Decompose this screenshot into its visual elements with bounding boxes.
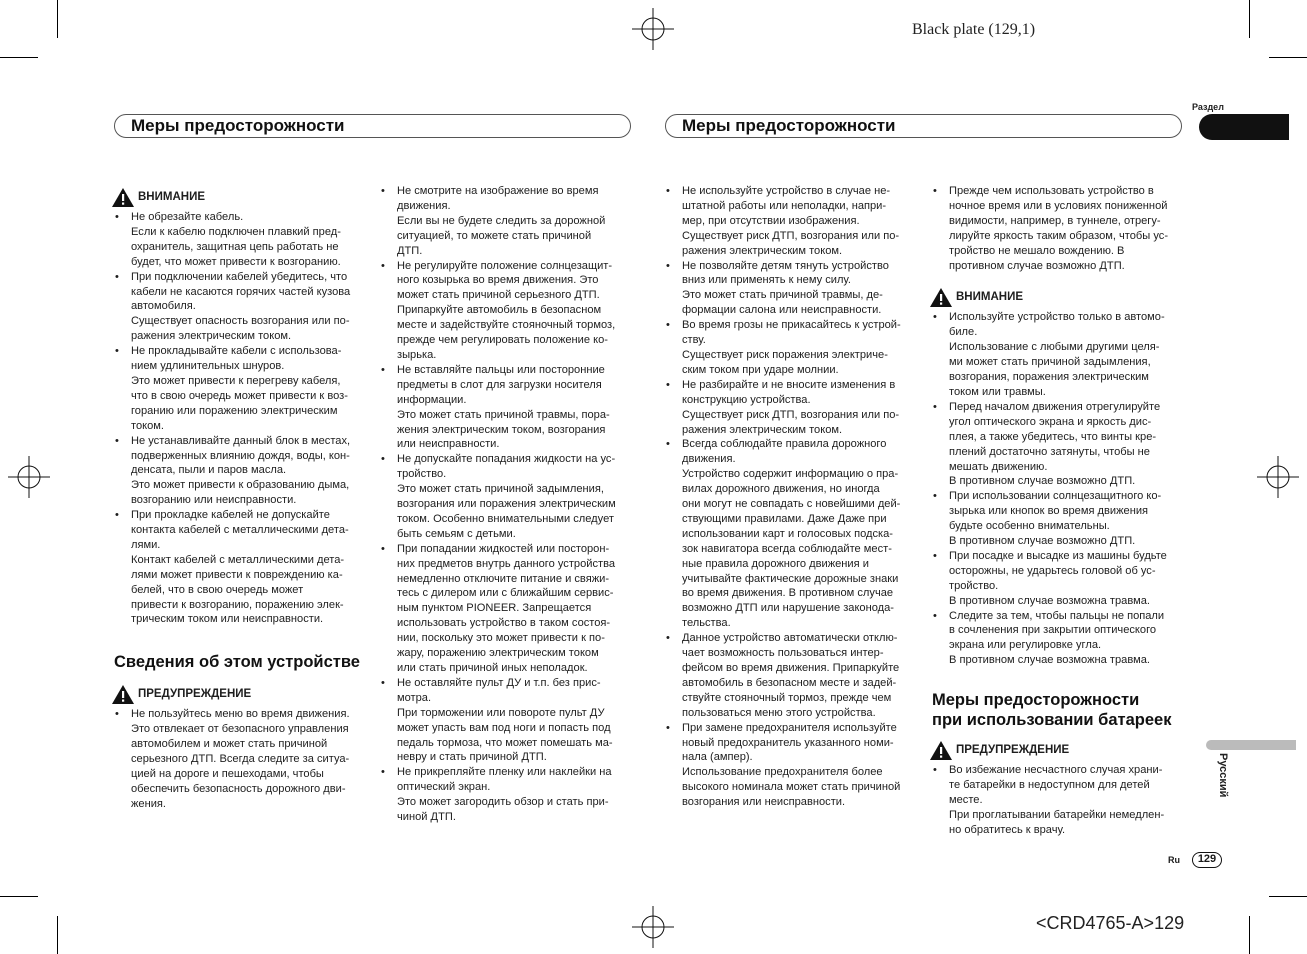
- document-code: <CRD4765-A>129: [1036, 913, 1185, 933]
- column-2: [380, 184, 635, 825]
- list-item-line: в сочленения при закрытии оптического: [949, 624, 1157, 637]
- list-item-line: тройство.: [397, 468, 447, 481]
- right-page-title: Меры предосторожности: [682, 116, 896, 135]
- list-item-line: Использование с любыми другими целя-: [949, 341, 1160, 354]
- list-item: [114, 210, 369, 270]
- list-item-line: подверженных влиянию дождя, воды, кон-: [131, 449, 350, 462]
- list-item-line: возможно ДТП или нарушение законода-: [682, 602, 894, 615]
- list-item-line: В противном случае возможно ДТП.: [949, 535, 1136, 548]
- list-item-line: мотра.: [397, 691, 432, 704]
- list-item-line: угол оптического экрана и яркость дис-: [949, 415, 1152, 428]
- list-item-line: тельства.: [682, 617, 731, 630]
- list-item-line: месте и задействуйте стояночный тормоз,: [397, 319, 616, 332]
- list-item: [114, 434, 369, 509]
- column-1: [114, 187, 369, 812]
- list-item-line: ного козырька во время движения. Это: [397, 274, 599, 287]
- list-item-line: привести к возгоранию, поражению элек-: [131, 598, 344, 611]
- caution-label: ВНИМАНИЕ: [138, 191, 206, 204]
- list-item-line: • Не позволяйте детям тянуть устройство: [682, 259, 889, 272]
- warning-triangle-icon: [929, 740, 953, 761]
- caution-label: ВНИМАНИЕ: [956, 291, 1024, 304]
- precautions-list: [380, 184, 635, 825]
- section-title: Сведения об этом устройстве: [114, 653, 360, 672]
- list-item-line: жения.: [131, 797, 167, 810]
- list-item: [932, 310, 1187, 399]
- crop-mark: [1249, 916, 1250, 954]
- section-tab: [1199, 114, 1289, 140]
- list-item-line: Существует риск ДТП, возгорания или по-: [682, 408, 900, 421]
- list-item-line: Это может загородить обзор и стать при-: [397, 796, 609, 809]
- list-item-line: нала (ампер).: [682, 751, 753, 764]
- list-item-line: током. Особенно внимательными следует: [397, 512, 614, 525]
- list-item-line: • При попадании жидкостей или посторон-: [397, 542, 610, 555]
- crop-mark: [0, 896, 38, 897]
- list-item-line: тройство.: [949, 579, 999, 592]
- list-item: [665, 318, 920, 378]
- warning-triangle-icon: [111, 187, 135, 208]
- list-item: [380, 363, 635, 452]
- section-label: Раздел: [1192, 102, 1224, 112]
- precautions-list: [932, 184, 1187, 273]
- warning-heading: [929, 740, 1187, 761]
- list-item-line: ситуацией, то можете стать причиной: [397, 229, 592, 242]
- column-3: [665, 184, 920, 810]
- list-item-line: возгорания или неисправности.: [682, 796, 846, 809]
- page-number: 129: [1192, 852, 1222, 868]
- list-item-line: • Прежде чем использовать устройство в: [949, 185, 1154, 197]
- list-item-line: будьте особенно внимательны.: [949, 520, 1110, 533]
- list-item-line: • Не используйте устройство в случае не-: [682, 185, 891, 197]
- left-page-header: [114, 114, 631, 138]
- list-item-line: • Используйте устройство только в автомо-: [949, 311, 1165, 324]
- list-item-line: ствуйте стояночный тормоз, прежде чем: [682, 691, 892, 704]
- list-item-line: чает возможность пользоваться интер-: [682, 647, 884, 660]
- list-item-line: • Следите за тем, чтобы пальцы не попали: [949, 609, 1165, 622]
- list-item-line: пользоваться меню этого устройства.: [682, 706, 876, 719]
- list-item-line: движения.: [682, 453, 736, 466]
- crop-mark: [0, 57, 38, 58]
- list-item-line: может стать причиной серьезного ДТП.: [397, 289, 600, 302]
- right-page-header: [665, 114, 1182, 138]
- list-item-line: • При подключении кабелей убедитесь, что: [131, 270, 348, 283]
- list-item-line: • При замене предохранителя используйте: [682, 721, 897, 734]
- left-page-title: Меры предосторожности: [131, 116, 345, 135]
- list-item-line: • Не вставляйте пальцы или посторонние: [397, 363, 605, 376]
- list-item-line: Это может стать причиной травмы, де-: [682, 289, 883, 302]
- list-item: [114, 344, 369, 433]
- list-item-line: ражения электрическим током.: [682, 423, 843, 436]
- list-item: [932, 609, 1187, 669]
- list-item-line: • При использовании солнцезащитного ко-: [949, 490, 1162, 503]
- list-item: [380, 676, 635, 765]
- list-item-line: предметы в слот для загрузки носителя: [397, 378, 602, 391]
- list-item-line: жения электрическим током, возгорания: [397, 423, 606, 436]
- list-item: [114, 508, 369, 627]
- warning-list: [114, 707, 369, 811]
- list-item-line: Существует риск поражения электриче-: [682, 348, 888, 361]
- registration-mark-icon: [8, 456, 50, 498]
- list-item-line: немедленно отключите питание и свяжи-: [397, 572, 610, 585]
- list-item-line: невру и стать причиной ДТП.: [397, 751, 547, 764]
- list-item-line: ским током при ударе молнии.: [682, 363, 839, 376]
- list-item-line: В противном случае возможно ДТП.: [949, 475, 1136, 488]
- list-item-line: Припаркуйте автомобиль в безопасном: [397, 304, 602, 317]
- warning-label: ПРЕДУПРЕЖДЕНИЕ: [138, 688, 252, 701]
- list-item-line: штатной работы или неполадки, напри-: [682, 199, 887, 212]
- list-item-line: возгорания, поражения электрическим: [949, 371, 1149, 384]
- list-item-line: • Данное устройство автоматически отклю-: [682, 632, 898, 645]
- list-item-line: трическим током или неисправности.: [131, 613, 324, 626]
- list-item-line: Это может стать причиной травмы, пора-: [397, 408, 610, 421]
- list-item-line: Устройство содержит информацию о пра-: [682, 468, 899, 481]
- list-item-line: вилах дорожного движения, но иногда: [682, 483, 880, 496]
- list-item-line: • Не обрезайте кабель.: [131, 211, 244, 223]
- section-title-line: при использовании батареек: [932, 711, 1172, 730]
- list-item-line: • Всегда соблюдайте правила дорожного: [682, 438, 887, 451]
- list-item: [380, 184, 635, 259]
- list-item-line: плея, а также убедитесь, что винты кре-: [949, 430, 1157, 443]
- list-item-line: • При посадке и высадке из машины будьте: [949, 549, 1167, 562]
- list-item-line: • Не прокладывайте кабели с использова-: [131, 345, 342, 358]
- list-item-line: осторожны, не ударьтесь головой об ус-: [949, 564, 1156, 577]
- list-item-line: током или травмы.: [949, 385, 1046, 398]
- list-item-line: мер, при отсутствии изображения.: [682, 214, 860, 227]
- list-item-line: нии, поскольку это может привести к по-: [397, 632, 605, 645]
- list-item-line: возгорания или поражения электрическим: [397, 498, 616, 511]
- list-item-line: При проглатывании батарейки немедлен-: [949, 808, 1165, 821]
- list-item-line: экрана или регулировке угла.: [949, 639, 1102, 652]
- list-item-line: быть семьям с детьми.: [397, 527, 516, 540]
- list-item-line: ным пунктом PIONEER. Запрещается: [397, 602, 592, 615]
- list-item-line: Это может привести к перегреву кабеля,: [131, 374, 341, 387]
- list-item-line: кабели не касаются горячих частей кузова: [131, 285, 351, 298]
- list-item-line: Это может стать причиной задымления,: [397, 483, 604, 496]
- registration-mark-icon: [632, 906, 674, 948]
- list-item: [932, 400, 1187, 489]
- list-item-line: • Не оставляйте пульт ДУ и т.п. без прис-: [397, 676, 601, 689]
- list-item-line: • Перед началом движения отрегулируйте: [949, 400, 1161, 413]
- list-item: [932, 549, 1187, 609]
- warning-triangle-icon: [929, 287, 953, 308]
- list-item-line: • Не допускайте попадания жидкости на ус-: [397, 453, 616, 466]
- list-item-line: учитывайте фактические дорожные знаки: [682, 572, 899, 585]
- crop-mark: [57, 916, 58, 954]
- list-item-line: • Не разбирайте и не вносите изменения в: [682, 378, 896, 391]
- crop-mark: [57, 0, 58, 38]
- list-item-line: нием удлинительных шнуров.: [131, 360, 285, 373]
- list-item-line: зырька или кнопок во время движения: [949, 505, 1149, 518]
- caution-list: [114, 210, 369, 627]
- list-item-line: использовать устройство в таком состоя-: [397, 617, 611, 630]
- column-4: [932, 184, 1187, 838]
- list-item-line: но обратитесь к врачу.: [949, 823, 1066, 836]
- list-item-line: или стать причиной иных неполадок.: [397, 662, 588, 674]
- caution-list: [932, 310, 1187, 668]
- list-item-line: они могут не совпадать с новейшими дей-: [682, 498, 901, 511]
- list-item-line: ражения электрическим током.: [682, 244, 843, 257]
- section-title-line: Меры предосторожности: [932, 691, 1140, 710]
- list-item-line: денсата, пыли и паров масла.: [131, 464, 287, 477]
- list-item-line: месте.: [949, 794, 983, 806]
- list-item-line: серьезного ДТП. Всегда следите за ситуа-: [131, 753, 350, 766]
- list-item-line: ДТП.: [397, 244, 423, 257]
- list-item-line: чиной ДТП.: [397, 811, 456, 824]
- list-item: [932, 489, 1187, 549]
- list-item-line: движения.: [397, 199, 451, 212]
- list-item: [114, 707, 369, 811]
- list-item-line: использовании карт и голосовых подска-: [682, 527, 893, 540]
- list-item-line: • При прокладке кабелей не допускайте: [131, 509, 330, 522]
- list-item: [665, 259, 920, 319]
- list-item-line: • Не регулируйте положение солнцезащит-: [397, 259, 613, 272]
- list-item-line: ствующими правилами. Даже Даже при: [682, 512, 887, 525]
- list-item: [380, 542, 635, 676]
- list-item-line: ми может стать причиной задымления,: [949, 356, 1151, 369]
- section-title: [932, 690, 1187, 730]
- list-item-line: педаль тормоза, что может помешать ма-: [397, 736, 613, 749]
- crop-mark: [1269, 896, 1307, 897]
- crop-mark: [1249, 0, 1250, 38]
- list-item-line: тройство не мешало вождению. В: [949, 244, 1125, 257]
- list-item-line: Существует риск ДТП, возгорания или по-: [682, 229, 900, 242]
- list-item-line: Использование предохранителя более: [682, 766, 883, 779]
- list-item-line: горанию или поражению электрическим: [131, 404, 338, 417]
- list-item-line: Существует опасность возгорания или по-: [131, 315, 350, 328]
- list-item: [932, 763, 1187, 838]
- list-item-line: оптический экран.: [397, 781, 491, 794]
- list-item-line: может упасть вам под ноги и попасть под: [397, 721, 611, 734]
- list-item-line: новый предохранитель указанного номи-: [682, 736, 894, 749]
- list-item: [665, 184, 920, 259]
- list-item-line: • Не устанавливайте данный блок в местах,: [131, 434, 351, 447]
- list-item: [665, 437, 920, 631]
- list-item-line: зок навигатора всегда соблюдайте мест-: [682, 542, 892, 555]
- list-item: [380, 765, 635, 825]
- language-code: Ru: [1168, 855, 1180, 865]
- list-item-line: охранитель, защитная цепь работать не: [131, 240, 339, 253]
- list-item-line: жару, поражению электрическим током: [397, 647, 599, 660]
- list-item-line: или неисправности.: [397, 438, 500, 451]
- list-item: [114, 270, 369, 345]
- warning-triangle-icon: [111, 684, 135, 705]
- list-item-line: автомобиля.: [131, 300, 196, 313]
- registration-mark-icon: [632, 8, 674, 50]
- precautions-list: [665, 184, 920, 810]
- list-item-line: противном случае возможно ДТП.: [949, 259, 1125, 272]
- list-item-line: В противном случае возможна травма.: [949, 594, 1150, 607]
- list-item-line: что в свою очередь может привести к воз-: [131, 389, 348, 402]
- list-item-line: Если к кабелю подключен плавкий пред-: [131, 225, 341, 238]
- list-item-line: лями может привести к повреждению ка-: [131, 568, 343, 581]
- list-item-line: ные правила дорожного движения и: [682, 557, 869, 570]
- list-item: [665, 378, 920, 438]
- list-item-line: мешать движению.: [949, 460, 1048, 473]
- list-item-line: Если вы не будете следить за дорожной: [397, 214, 606, 227]
- language-tab: [1206, 740, 1296, 750]
- list-item: [932, 184, 1187, 273]
- list-item-line: лируйте яркость таким образом, чтобы ус-: [949, 229, 1169, 242]
- list-item-line: информации.: [397, 393, 467, 406]
- list-item-line: цией на дороге и пешеходами, чтобы: [131, 768, 324, 780]
- list-item-line: Это отвлекает от безопасного управления: [131, 723, 349, 736]
- list-item-line: контакта кабелей с металлическими дета-: [131, 524, 349, 537]
- list-item: [665, 721, 920, 810]
- plate-label: Black plate (129,1): [912, 21, 1036, 38]
- caution-heading: [111, 187, 369, 208]
- language-label: Русский: [1217, 753, 1229, 798]
- list-item: [380, 259, 635, 363]
- list-item-line: • Не прикрепляйте пленку или наклейки на: [397, 766, 612, 779]
- caution-heading: [929, 287, 1187, 308]
- list-item: [665, 631, 920, 720]
- warning-label: ПРЕДУПРЕЖДЕНИЕ: [956, 744, 1070, 757]
- list-item-line: во время движения. В противном случае: [682, 587, 894, 600]
- registration-mark-icon: [1257, 456, 1299, 498]
- list-item-line: ночное время или в условиях пониженной: [949, 199, 1168, 212]
- list-item-line: будет, что может привести к возгоранию.: [131, 255, 341, 268]
- list-item-line: тесь с дилером или с ближайшим сервис-: [397, 587, 614, 600]
- list-item-line: автомобилем и может стать причиной: [131, 738, 328, 751]
- list-item-line: зырька.: [397, 348, 437, 361]
- list-item-line: ству.: [682, 334, 706, 347]
- list-item-line: белей, что в свою очередь может: [131, 583, 304, 596]
- list-item-line: В противном случае возможна травма.: [949, 654, 1150, 667]
- list-item-line: конструкцию устройства.: [682, 393, 811, 406]
- list-item-line: автомобиль в безопасном месте и задей-: [682, 676, 897, 689]
- list-item-line: возгоранию или неисправности.: [131, 494, 297, 507]
- list-item-line: биле.: [949, 326, 978, 339]
- list-item-line: те батарейки в недоступном для детей: [949, 779, 1150, 792]
- list-item-line: • Не смотрите на изображение во время: [397, 185, 599, 197]
- list-item-line: Контакт кабелей с металлическими дета-: [131, 553, 345, 566]
- list-item-line: вниз или применять к нему силу.: [682, 274, 851, 287]
- list-item-line: высокого номинала может стать причиной: [682, 781, 901, 794]
- list-item-line: • Во избежание несчастного случая храни-: [949, 764, 1163, 777]
- list-item-line: током.: [131, 419, 164, 432]
- list-item-line: прежде чем регулировать положение ко-: [397, 334, 608, 347]
- list-item-line: При торможении или повороте пульт ДУ: [397, 706, 605, 719]
- crop-mark: [1269, 57, 1307, 58]
- list-item-line: обеспечить безопасность дорожного дви-: [131, 782, 346, 795]
- list-item-line: видимости, например, в туннеле, отрегу-: [949, 214, 1161, 227]
- list-item-line: плений достаточно затянуты, чтобы не: [949, 445, 1150, 458]
- list-item-line: лями.: [131, 538, 161, 551]
- warning-heading: [111, 684, 369, 705]
- warning-list: [932, 763, 1187, 838]
- list-item: [380, 452, 635, 541]
- list-item-line: • Не пользуйтесь меню во время движения.: [131, 708, 350, 721]
- list-item-line: ражения электрическим током.: [131, 330, 292, 343]
- list-item-line: Это может привести к образованию дыма,: [131, 479, 350, 492]
- list-item-line: них предметов внутрь данного устройства: [397, 557, 616, 570]
- list-item-line: формации салона или неисправности.: [682, 304, 882, 317]
- list-item-line: фейсом во время движения. Припаркуйте: [682, 662, 900, 674]
- list-item-line: • Во время грозы не прикасайтесь к устрой-: [682, 319, 901, 332]
